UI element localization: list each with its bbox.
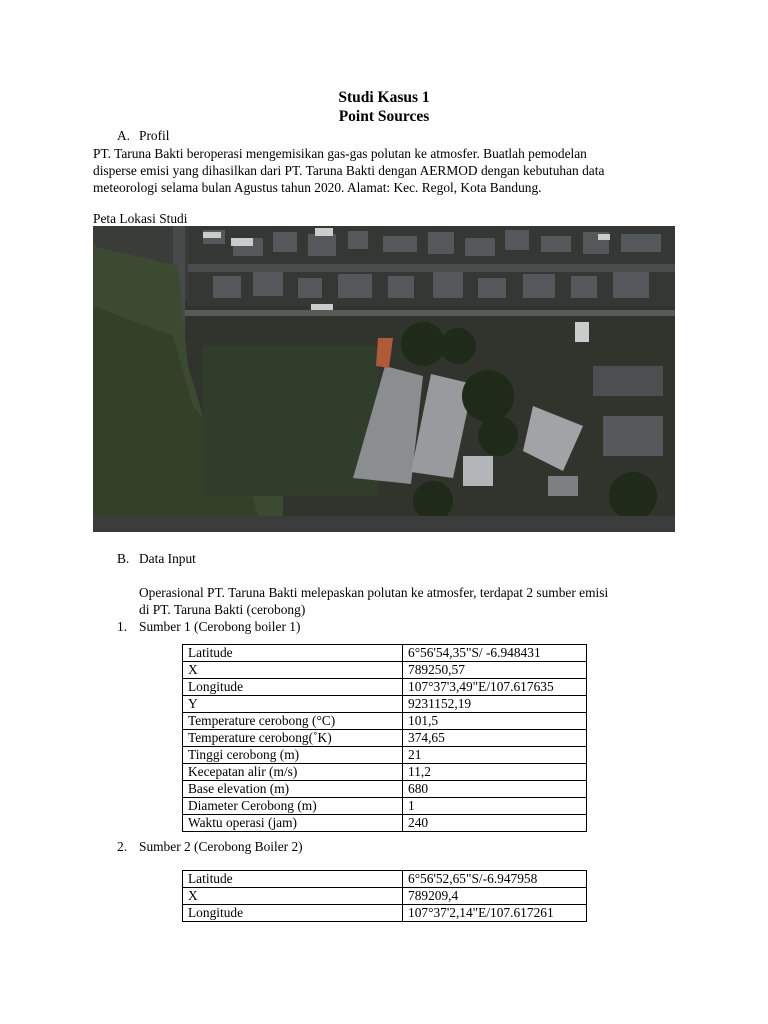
data-input-paragraph (139, 584, 679, 618)
parameter-cell: Kecepatan alir (m/s) (183, 764, 403, 781)
source-1-number: 1. (117, 619, 128, 634)
table-row (183, 679, 587, 696)
section-a-marker: A. (117, 128, 131, 143)
parameter-cell: Temperature cerobong(˚K) (183, 730, 403, 747)
map-caption: Peta Lokasi Studi (93, 211, 188, 226)
value-cell: 789209,4 (403, 888, 587, 905)
value-cell: 6°56'52,65"S/-6.947958 (403, 871, 587, 888)
parameter-cell: X (183, 662, 403, 679)
parameter-cell: Latitude (183, 871, 403, 888)
source-2-heading (117, 838, 303, 855)
table-row (183, 713, 587, 730)
source-2-number: 2. (117, 839, 128, 854)
value-cell: 11,2 (403, 764, 587, 781)
section-a-label: Profil (139, 128, 170, 143)
value-cell: 21 (403, 747, 587, 764)
source-1-table (182, 644, 587, 832)
value-cell: 107°37'2,14"E/107.617261 (403, 905, 587, 922)
parameter-cell: Tinggi cerobong (m) (183, 747, 403, 764)
parameter-cell: Longitude (183, 905, 403, 922)
source-2-table (182, 870, 587, 922)
value-cell: 1 (403, 798, 587, 815)
source-1-label: Sumber 1 (Cerobong boiler 1) (139, 619, 301, 634)
table-row (183, 764, 587, 781)
profile-line: disperse emisi yang dihasilkan dari PT. Taruna Bakti dengan AERMOD dengan kebutuhan data (93, 163, 605, 178)
section-a-heading (117, 127, 170, 144)
table-row (183, 662, 587, 679)
data-input-line: Operasional PT. Taruna Bakti melepaskan polutan ke atmosfer, terdapat 2 sumber emisi (139, 585, 609, 600)
table-row (183, 798, 587, 815)
value-cell: 789250,57 (403, 662, 587, 679)
table-row (183, 815, 587, 832)
profile-line: meteorologi selama bulan Agustus tahun 2020. Alamat: Kec. Regol, Kota Bandung. (93, 180, 542, 195)
section-b-heading (117, 550, 196, 567)
data-input-line: di PT. Taruna Bakti (cerobong) (139, 602, 306, 617)
table-row (183, 871, 587, 888)
document-title: Studi Kasus 1 (338, 89, 430, 106)
parameter-cell: Latitude (183, 645, 403, 662)
value-cell: 101,5 (403, 713, 587, 730)
satellite-map-drawing (93, 226, 675, 532)
parameter-cell: Waktu operasi (jam) (183, 815, 403, 832)
parameter-cell: Temperature cerobong (°C) (183, 713, 403, 730)
profile-paragraph (93, 145, 675, 196)
value-cell: 107°37'3,49"E/107.617635 (403, 679, 587, 696)
table-row (183, 747, 587, 764)
source-1-heading (117, 618, 300, 635)
value-cell: 680 (403, 781, 587, 798)
section-b-label: Data Input (139, 551, 196, 566)
value-cell: 240 (403, 815, 587, 832)
parameter-cell: Longitude (183, 679, 403, 696)
value-cell: 6°56'54,35"S/ -6.948431 (403, 645, 587, 662)
table-row (183, 730, 587, 747)
satellite-map-image (93, 226, 675, 532)
parameter-cell: Base elevation (m) (183, 781, 403, 798)
value-cell: 374,65 (403, 730, 587, 747)
section-b-marker: B. (117, 551, 130, 566)
table-row (183, 696, 587, 713)
value-cell: 9231152,19 (403, 696, 587, 713)
table-row (183, 781, 587, 798)
parameter-cell: Y (183, 696, 403, 713)
table-row (183, 888, 587, 905)
table-row (183, 645, 587, 662)
source-2-label: Sumber 2 (Cerobong Boiler 2) (139, 839, 303, 854)
table-row (183, 905, 587, 922)
document-subtitle: Point Sources (338, 108, 430, 125)
parameter-cell: X (183, 888, 403, 905)
parameter-cell: Diameter Cerobong (m) (183, 798, 403, 815)
profile-line: PT. Taruna Bakti beroperasi mengemisikan gas-gas polutan ke atmosfer. Buatlah pemodelan (93, 146, 587, 161)
